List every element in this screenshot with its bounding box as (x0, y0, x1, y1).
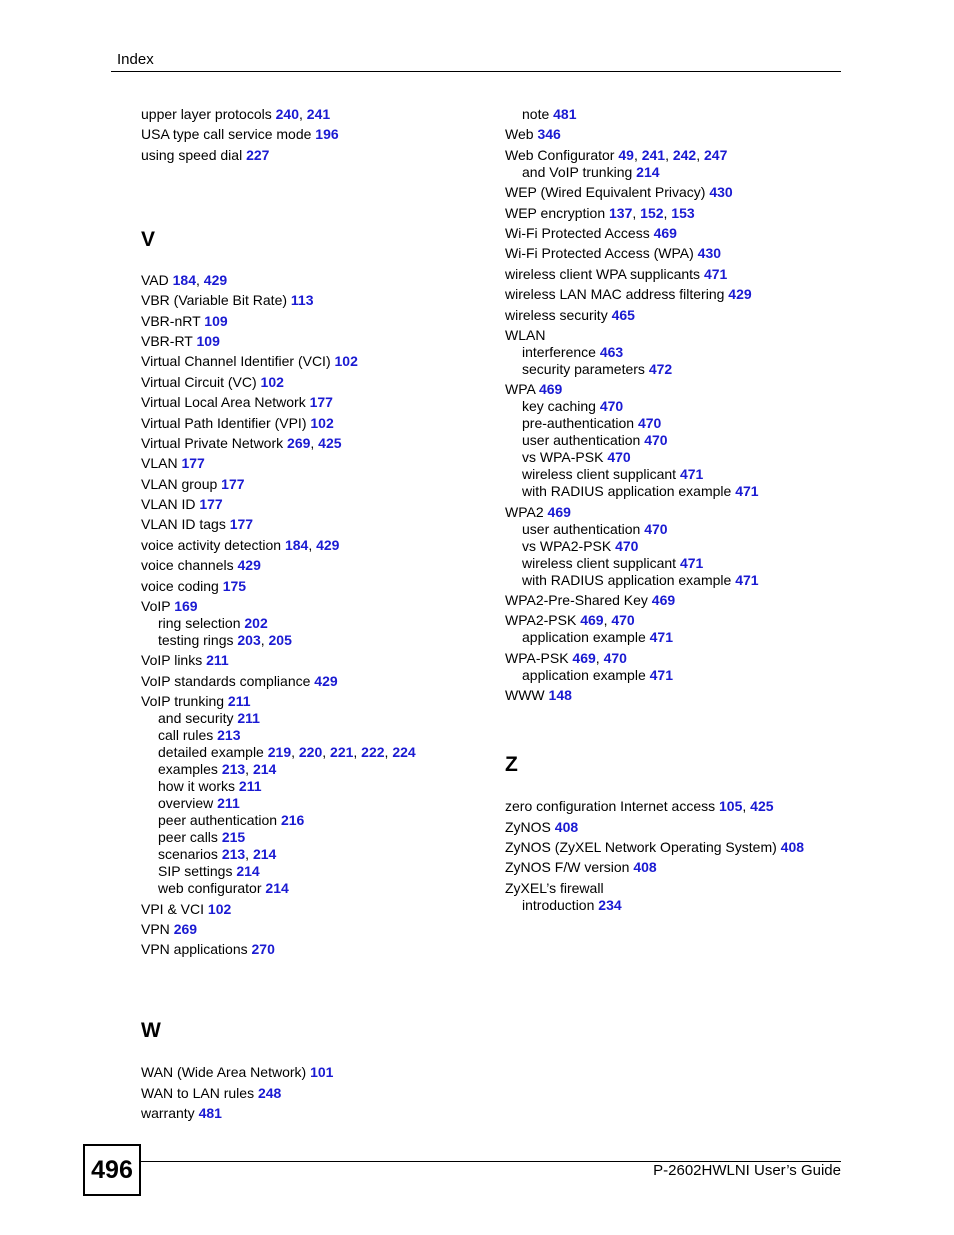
page-link[interactable]: 242 (672, 146, 697, 163)
entry-term: Virtual Channel Identifier (VCI) (141, 353, 331, 370)
page-link[interactable]: 219 (267, 744, 292, 761)
index-subentry (505, 538, 865, 555)
page-link[interactable]: 177 (199, 496, 223, 513)
page-link[interactable]: 481 (553, 106, 577, 122)
entry-term: Virtual Path Identifier (VPI) (141, 414, 307, 431)
entry-term: pre-authentication (522, 415, 635, 432)
entry-term: using speed dial (141, 146, 243, 163)
index-entry: upper layer protocols 240, 241 (141, 106, 331, 122)
page-link[interactable]: 269 (173, 920, 198, 937)
index-subentry (505, 106, 865, 123)
page-link[interactable]: 202 (244, 615, 268, 632)
page-link[interactable]: 425 (750, 798, 774, 815)
page-link[interactable]: 215 (221, 829, 246, 846)
page-number: 496 (83, 1144, 141, 1196)
entry-term: VPN (141, 920, 170, 937)
page-link[interactable]: 175 (222, 577, 247, 594)
index-subentry (141, 710, 501, 727)
entry-term: WEP encryption (505, 204, 606, 221)
entry-term: user authentication (522, 432, 641, 449)
entry-term: WPA2-Pre-Shared Key (505, 592, 648, 609)
page-link[interactable]: 153 (671, 204, 695, 221)
page-link[interactable]: 211 (237, 710, 260, 727)
page-link[interactable]: 184 (284, 536, 309, 553)
entry-term: WAN to LAN rules (141, 1084, 255, 1101)
entry-term: detailed example (158, 744, 264, 761)
page-link[interactable]: 49 (618, 146, 634, 163)
entry-term: testing rings (158, 632, 234, 649)
page-link[interactable]: 101 (310, 1064, 334, 1081)
page-link[interactable]: 177 (309, 394, 333, 411)
index-column-left (141, 106, 501, 1122)
entry-term: WPA-PSK (505, 649, 569, 666)
page-link[interactable]: 109 (204, 312, 228, 329)
index-entry (505, 184, 865, 201)
index-subentry (505, 164, 865, 181)
index-entry (141, 1064, 501, 1081)
entry-term: VLAN (141, 455, 178, 472)
page-link[interactable]: 214 (265, 880, 289, 897)
header-title: Index (117, 51, 154, 68)
page-link[interactable]: 470 (611, 612, 635, 629)
page-link[interactable]: 471 (679, 466, 704, 483)
page-link[interactable]: 471 (679, 554, 704, 571)
page-link[interactable]: 102 (260, 373, 284, 390)
page-link[interactable]: 102 (310, 414, 334, 431)
index-entry (141, 415, 501, 432)
index-subentry (505, 361, 865, 378)
index-entry (505, 126, 865, 143)
entry-term: overview (158, 795, 214, 812)
entry-term: voice activity detection (141, 536, 282, 553)
entry-term: VLAN group (141, 475, 218, 492)
page-link[interactable]: 177 (181, 455, 205, 472)
page-link[interactable]: 241 (306, 106, 331, 122)
index-entry: Virtual Private Network 269, 425 (141, 434, 342, 451)
page-link[interactable]: 214 (252, 846, 277, 863)
entry-term: security parameters (522, 360, 645, 377)
page-link[interactable]: 213 (221, 846, 246, 863)
index-entry: WPA-PSK 469, 470 (505, 649, 627, 666)
index-subentry (505, 344, 865, 361)
page-link[interactable]: 471 (649, 629, 673, 646)
page-link[interactable]: 211 (238, 778, 262, 795)
entry-term: WPA (505, 381, 536, 398)
entry-term: wireless LAN MAC address filtering (505, 286, 725, 303)
entry-term: WEP (Wired Equivalent Privacy) (505, 184, 706, 201)
index-subentry (505, 466, 865, 483)
entry-term: Web Configurator (505, 146, 615, 163)
index-entry: voice activity detection 184, 429 (141, 536, 340, 553)
entry-term: Virtual Private Network (141, 434, 284, 451)
entry-term: peer authentication (158, 812, 278, 829)
page-link[interactable]: 213 (217, 727, 241, 744)
page-link[interactable]: 227 (246, 146, 270, 163)
index-entry (505, 859, 865, 876)
page-link[interactable]: 429 (237, 557, 261, 574)
entry-term: vs WPA-PSK (522, 449, 604, 466)
entry-term: call rules (158, 727, 214, 744)
page-link[interactable]: 470 (644, 520, 668, 537)
entry-term: warranty (141, 1105, 195, 1122)
entry-term: ring selection (158, 615, 241, 632)
page-link[interactable]: 408 (554, 818, 579, 835)
index-subentry (505, 398, 865, 415)
entry-term: voice channels (141, 557, 234, 574)
index-subentry (141, 863, 501, 880)
entry-term: Web (505, 126, 534, 143)
index-entry (141, 557, 501, 574)
page-link[interactable]: 137 (609, 204, 633, 221)
index-entry (141, 693, 501, 710)
entry-term: VPN applications (141, 941, 248, 958)
page-link[interactable]: 203 (237, 632, 261, 649)
page-link[interactable]: 213 (221, 761, 246, 778)
entry-term: wireless client supplicant (522, 554, 677, 571)
page-link[interactable]: 234 (598, 896, 622, 913)
index-entry: VAD 184, 429 (141, 271, 228, 288)
page-link[interactable]: 247 (704, 146, 728, 163)
index-entry (141, 126, 501, 143)
page-link[interactable]: 113 (290, 292, 314, 309)
entry-term: SIP settings (158, 863, 233, 880)
page-link[interactable]: 205 (268, 632, 292, 649)
entry-term: wireless client supplicant (522, 466, 677, 483)
section-letter: Z (505, 753, 518, 777)
entry-term: key caching (522, 398, 596, 415)
index-entry (505, 245, 865, 262)
index-entry (505, 307, 865, 324)
index-subentry (141, 829, 501, 846)
page-link[interactable]: 430 (709, 184, 733, 201)
page-link[interactable]: 214 (636, 163, 660, 180)
index-subentry (141, 778, 501, 795)
page-link[interactable]: 463 (599, 343, 624, 360)
page-link[interactable]: 224 (392, 744, 416, 761)
entry-term: VoIP (141, 598, 171, 615)
index-entry (141, 578, 501, 595)
entry-term: and VoIP trunking (522, 163, 633, 180)
index-entry (141, 516, 501, 533)
index-entry (505, 819, 865, 836)
index-entry (505, 381, 865, 398)
index-subentry (505, 521, 865, 538)
page-link[interactable]: 408 (780, 839, 805, 856)
index-subentry: scenarios 213, 214 (158, 846, 277, 863)
index-entry (141, 374, 501, 391)
index-entry: WPA2-PSK 469, 470 (505, 612, 635, 629)
page-link[interactable]: 148 (548, 687, 572, 704)
page-link[interactable]: 184 (172, 271, 196, 288)
page-link[interactable]: 470 (615, 537, 639, 554)
page-link[interactable]: 216 (280, 812, 305, 829)
page-link[interactable]: 469 (580, 612, 604, 629)
entry-term: WAN (Wide Area Network) (141, 1064, 307, 1081)
entry-term: voice coding (141, 577, 219, 594)
entry-term: peer calls (158, 829, 218, 846)
index-subentry: testing rings 203, 205 (158, 632, 292, 649)
page-link[interactable]: 152 (640, 204, 664, 221)
page-link[interactable]: 102 (334, 353, 358, 370)
index-subentry (505, 667, 865, 684)
entry-term: upper layer protocols (141, 106, 272, 122)
page-link[interactable]: 429 (728, 286, 752, 303)
section-letter: W (141, 1019, 161, 1043)
page-link[interactable]: 471 (735, 571, 759, 588)
entry-term: VBR-RT (141, 332, 193, 349)
index-subentry (141, 880, 501, 897)
page-link[interactable]: 429 (203, 271, 228, 288)
page-link[interactable]: 469 (653, 224, 677, 241)
index-entry (141, 476, 501, 493)
page-link[interactable]: 214 (252, 761, 277, 778)
entry-term: zero configuration Internet access (505, 798, 716, 815)
index-subentry (505, 483, 865, 500)
page-link[interactable]: 102 (207, 900, 232, 917)
page-link[interactable]: 425 (318, 434, 342, 451)
entry-term: ZyXEL’s firewall (505, 879, 604, 896)
page-link[interactable]: 469 (538, 381, 563, 398)
index-entry (141, 1085, 501, 1102)
entry-term: ZyNOS (ZyXEL Network Operating System) (505, 839, 777, 856)
page-link[interactable]: 211 (217, 795, 240, 812)
page-link[interactable]: 469 (547, 503, 571, 520)
index-subentry (141, 727, 501, 744)
index-subentry: examples 213, 214 (158, 761, 277, 778)
index-entry (505, 225, 865, 242)
page-link[interactable]: 346 (537, 126, 561, 143)
entry-term: VAD (141, 271, 169, 288)
entry-term: WLAN (505, 326, 546, 343)
entry-term: how it works (158, 778, 236, 795)
index-entry (505, 687, 865, 704)
index-entry (141, 313, 501, 330)
page-link[interactable]: 270 (251, 941, 275, 958)
entry-term: vs WPA2-PSK (522, 537, 612, 554)
index-entry (505, 839, 865, 856)
page-link[interactable]: 472 (648, 360, 673, 377)
index-subentry (505, 629, 865, 646)
entry-term: VoIP links (141, 652, 203, 669)
page-link[interactable]: 470 (637, 415, 662, 432)
page-link[interactable]: 211 (206, 652, 229, 669)
guide-title: P-2602HWLNI User’s Guide (653, 1162, 841, 1179)
entry-term: user authentication (522, 520, 641, 537)
entry-term: wireless security (505, 306, 608, 323)
entry-term: scenarios (158, 846, 218, 863)
index-subentry (505, 572, 865, 589)
entry-term: introduction (522, 896, 595, 913)
entry-term: VBR (Variable Bit Rate) (141, 292, 288, 309)
page-link[interactable]: 465 (611, 306, 635, 323)
index-entry (141, 673, 501, 690)
index-subentry (505, 449, 865, 466)
index-entry: WEP encryption 137, 152, 153 (505, 204, 695, 221)
entry-term: wireless client WPA supplicants (505, 265, 701, 282)
page-link[interactable]: 196 (315, 126, 339, 143)
page-link[interactable]: 430 (697, 245, 722, 262)
entry-term: VBR-nRT (141, 312, 201, 329)
page-link[interactable]: 105 (719, 798, 743, 815)
page-link[interactable]: 429 (314, 672, 338, 689)
index-entry (141, 921, 501, 938)
index-subentry (505, 555, 865, 572)
index-entry (141, 455, 501, 472)
entry-term: VoIP trunking (141, 693, 225, 710)
page-link[interactable]: 470 (603, 649, 627, 666)
entry-term: interference (522, 343, 596, 360)
header-rule (111, 71, 841, 72)
index-entry (141, 1105, 501, 1122)
page-link[interactable]: 470 (599, 398, 624, 415)
page-link[interactable]: 408 (633, 859, 657, 876)
index-entry (505, 880, 865, 897)
index-entry (141, 147, 501, 164)
index-subentry (141, 795, 501, 812)
entry-term: WPA2-PSK (505, 612, 577, 629)
page-link[interactable]: 471 (703, 265, 728, 282)
index-entry: Web Configurator 49, 241, 242, 247 (505, 146, 728, 163)
entry-term: VoIP standards compliance (141, 672, 311, 689)
index-entry (505, 327, 865, 344)
page-link[interactable]: 177 (221, 475, 245, 492)
entry-term: VPI & VCI (141, 900, 205, 917)
page-link[interactable]: 240 (275, 106, 299, 122)
entry-term: web configurator (158, 880, 262, 897)
index-entry (141, 901, 501, 918)
index-entry (141, 333, 501, 350)
entry-term: application example (522, 666, 646, 683)
entry-term: examples (158, 761, 218, 778)
entry-term: Virtual Local Area Network (141, 394, 306, 411)
entry-term: WWW (505, 687, 545, 704)
index-entry (141, 941, 501, 958)
entry-term: Wi-Fi Protected Access (WPA) (505, 245, 694, 262)
index-entry (141, 652, 501, 669)
entry-term: application example (522, 629, 646, 646)
page-link[interactable]: 269 (287, 434, 311, 451)
page-link[interactable]: 109 (196, 332, 220, 349)
entry-term: ZyNOS F/W version (505, 859, 630, 876)
entry-term: with RADIUS application example (522, 483, 732, 500)
index-column-right (505, 106, 865, 914)
page-link[interactable]: 469 (572, 649, 596, 666)
index-subentry (505, 897, 865, 914)
entry-term: Wi-Fi Protected Access (505, 224, 650, 241)
index-entry (505, 592, 865, 609)
index-entry (141, 394, 501, 411)
entry-term: WPA2 (505, 503, 544, 520)
index-subentry: detailed example 219, 220, 221, 222, 224 (158, 744, 416, 761)
index-entry (141, 292, 501, 309)
page-link[interactable]: 469 (651, 592, 676, 609)
page-link[interactable]: 211 (227, 693, 251, 710)
page-link[interactable]: 220 (298, 744, 323, 761)
page-link[interactable]: 470 (607, 449, 631, 466)
page-link[interactable]: 177 (229, 516, 254, 533)
index-entry (141, 598, 501, 615)
entry-term: VLAN ID tags (141, 516, 226, 533)
page-link[interactable]: 429 (316, 536, 340, 553)
entry-term: ZyNOS (505, 818, 551, 835)
entry-term: with RADIUS application example (522, 571, 732, 588)
section-letter: V (141, 227, 156, 251)
index-entry (505, 266, 865, 283)
page-link[interactable]: 222 (361, 744, 385, 761)
page-link[interactable]: 471 (735, 483, 759, 500)
index-entry (141, 353, 501, 370)
entry-term: note (522, 106, 550, 122)
index-entry (505, 504, 865, 521)
entry-term: USA type call service mode (141, 126, 312, 143)
entry-term: and security (158, 710, 234, 727)
page-link[interactable]: 248 (257, 1084, 282, 1101)
page-link[interactable]: 481 (198, 1105, 222, 1122)
index-subentry (141, 812, 501, 829)
page-link[interactable]: 221 (330, 744, 354, 761)
page-link[interactable]: 471 (649, 666, 673, 683)
entry-term: VLAN ID (141, 496, 196, 513)
page-link[interactable]: 169 (174, 598, 198, 615)
entry-term: Virtual Circuit (VC) (141, 373, 257, 390)
index-entry: zero configuration Internet access 105, 425 (505, 798, 774, 815)
index-entry (141, 496, 501, 513)
page-link[interactable]: 470 (644, 432, 668, 449)
index-subentry (505, 432, 865, 449)
page-link[interactable]: 241 (641, 146, 666, 163)
index-entry (505, 286, 865, 303)
index-subentry (505, 415, 865, 432)
index-subentry (141, 615, 501, 632)
page-link[interactable]: 214 (236, 863, 260, 880)
